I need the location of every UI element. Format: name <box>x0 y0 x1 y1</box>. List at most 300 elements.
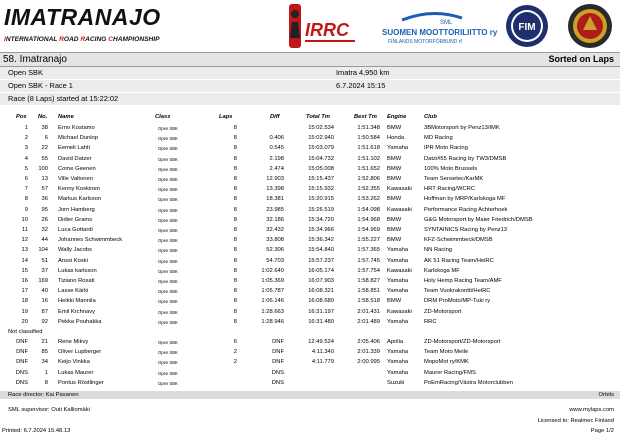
cell-engine: Suzuki <box>387 379 405 386</box>
logo-strip <box>0 0 620 52</box>
cell-pos: 17 <box>21 288 28 295</box>
cell-engine: BMW <box>387 237 402 244</box>
class-name: Open SBK <box>8 68 43 77</box>
cell-engine: Yamaha <box>387 278 409 284</box>
table-row <box>0 246 620 255</box>
cell-best: 1:57.745 <box>357 257 380 264</box>
cell-club: Team Moto Meile <box>424 349 469 356</box>
cell-laps: 8 <box>233 186 237 193</box>
cell-engine: Kawasaki <box>387 206 412 213</box>
cell-cls: Open SBK <box>158 268 178 274</box>
cell-no: 104 <box>38 247 48 254</box>
cell-engine: BMW <box>387 125 402 131</box>
page-number: Page 1/2 <box>590 428 614 434</box>
cell-diff: 0.406 <box>269 135 284 142</box>
table-row <box>0 236 620 245</box>
cell-diff: 2.198 <box>269 155 284 162</box>
cell-pos: 7 <box>24 186 28 193</box>
table-row <box>0 195 620 204</box>
cell-total: 15:04.732 <box>308 155 334 162</box>
cell-name: Rene Mikvy <box>58 339 89 345</box>
table-row <box>0 369 620 378</box>
table-row <box>0 287 620 296</box>
cell-name: Luca Gottardi <box>58 227 93 233</box>
cell-pos: 2 <box>24 135 28 142</box>
cell-engine: BMW <box>387 227 402 233</box>
cell-cls: Open SBK <box>158 319 178 325</box>
cell-engine: Yamaha <box>387 145 409 152</box>
cell-diff: DNS <box>271 379 284 386</box>
cell-total: 15:05.008 <box>308 165 334 172</box>
cell-best: 2:01.431 <box>357 308 380 315</box>
cell-club: AK 51 Racing Team/HeiRC <box>424 257 494 264</box>
col-class: Class <box>155 114 171 120</box>
cell-total: 16:31.480 <box>308 318 334 325</box>
cell-name: Come Geenen <box>58 165 96 172</box>
table-row <box>0 267 620 276</box>
event-bar <box>0 52 620 67</box>
cell-club: MopoMot ry/KMK <box>424 359 469 366</box>
cell-club: MD Racing <box>424 135 453 142</box>
imatranajo-subtitle: INTERNATIONAL ROAD RACING CHAMPIONSHIP <box>4 36 160 43</box>
cell-diff: DNF <box>272 349 284 356</box>
cell-name: Markus Karlsson <box>58 196 102 203</box>
cell-engine: BMW <box>387 196 402 203</box>
cell-total: 15:57.237 <box>308 257 334 264</box>
cell-cls: Open SBK <box>158 299 178 305</box>
cell-diff: 2.474 <box>269 165 284 172</box>
cell-club: Holy Hemp Racing Team/AMF <box>424 278 502 284</box>
cell-cls: Open SBK <box>158 350 178 356</box>
cell-pos: 1 <box>24 125 28 131</box>
cell-pos: 3 <box>24 145 28 152</box>
cell-diff: 1:28.663 <box>261 308 284 315</box>
cell-best: 1:54.969 <box>357 227 380 233</box>
cell-best: 1:51.348 <box>357 125 380 131</box>
cell-total: 15:34.966 <box>308 227 334 233</box>
cell-name: Lasse Kärki <box>58 288 89 295</box>
cell-diff: 1:28.946 <box>261 318 284 325</box>
cell-engine: Yamaha <box>387 257 409 264</box>
cell-cls: Open SBK <box>158 258 178 264</box>
sort-label: Sorted on Laps <box>548 54 614 64</box>
cell-name: Johannes Schwimmbeck <box>58 237 123 244</box>
orbits-label: Orbits <box>598 392 614 398</box>
race-name: Open SBK - Race 1 <box>8 81 73 90</box>
cell-diff: 23.985 <box>266 206 284 213</box>
cell-diff: 18.381 <box>266 196 284 203</box>
cell-name: David Datzer <box>58 155 92 162</box>
cell-no: 85 <box>41 349 48 356</box>
info-row-start <box>0 93 620 105</box>
col-total: Total Tm <box>306 114 330 120</box>
sml-text: SML <box>440 20 453 26</box>
cell-no: 26 <box>41 216 48 223</box>
track-length: Imatra 4,950 km <box>336 68 390 77</box>
cell-club: RRC <box>424 318 437 325</box>
cell-name: Lukas karlsson <box>58 267 97 274</box>
cell-diff: 32.186 <box>266 216 284 223</box>
cell-diff: 52.306 <box>266 247 284 254</box>
table-row <box>0 155 620 164</box>
cell-engine: BMW <box>387 165 402 172</box>
cell-no: 92 <box>41 318 48 325</box>
cell-laps: 8 <box>233 278 237 284</box>
cell-pos: DNS <box>15 369 28 376</box>
cell-no: 6 <box>44 135 48 142</box>
sml-sub: FINLANDS MOTORFÖRBUND rf <box>388 39 462 45</box>
cell-engine: Kawasaki <box>387 267 412 274</box>
cell-club: Hoffman by MRP/Karlskoga MF <box>424 196 506 203</box>
cell-engine: Yamaha <box>387 369 409 376</box>
results-header <box>0 114 620 123</box>
cell-pos: 15 <box>21 267 28 274</box>
cell-diff: 1:05.787 <box>261 288 284 295</box>
cell-club: PoEmRacing/Västra Motorclubben <box>424 379 513 386</box>
cell-total: 15:54.840 <box>308 247 334 254</box>
cell-diff: 12.903 <box>266 176 284 182</box>
cell-engine: BMW <box>387 298 402 305</box>
col-no: No. <box>38 114 48 120</box>
cell-best: 1:51.102 <box>357 155 380 162</box>
cell-total: 16:05.174 <box>308 267 334 274</box>
club-seal-logo <box>567 2 613 50</box>
cell-club: ZD-Motorsport/ZD-Motorsport <box>424 339 501 345</box>
cell-cls: Open SBK <box>158 360 178 366</box>
cell-club: Team Vuokrakontti/HeiRC <box>424 288 491 295</box>
cell-total: 15:15.437 <box>308 176 334 182</box>
cell-best: 1:51.618 <box>357 145 380 152</box>
cell-name: Tiziano Rosati <box>58 278 95 284</box>
cell-pos: 19 <box>21 308 28 315</box>
cell-club: 3BMotorsport by Penz13/IMK <box>424 125 500 131</box>
cell-no: 100 <box>38 165 48 172</box>
cell-pos: DNF <box>16 349 28 356</box>
cell-name: Keijo Vinkka <box>58 359 90 366</box>
cell-name: Jorn Hamberg <box>58 206 95 213</box>
cell-best: 1:58.827 <box>357 278 380 284</box>
cell-laps: 2 <box>233 359 237 366</box>
cell-laps: 8 <box>233 288 237 295</box>
cell-laps: 8 <box>233 227 237 233</box>
cell-cls: Open SBK <box>158 370 178 376</box>
cell-no: 34 <box>41 359 48 366</box>
cell-pos: 5 <box>24 165 28 172</box>
cell-best: 1:54.098 <box>357 206 380 213</box>
cell-engine: Yamaha <box>387 349 409 356</box>
imatranajo-wordmark: IMATRANAJO <box>4 4 161 30</box>
table-row <box>0 379 620 388</box>
irrc-logo <box>289 4 359 48</box>
cell-no: 22 <box>41 145 48 152</box>
cell-no: 1 <box>44 369 48 376</box>
cell-cls: Open SBK <box>158 238 178 244</box>
race-director: Race director: Kai Pasanen <box>8 392 79 398</box>
cell-engine: Yamaha <box>387 359 409 366</box>
cell-engine: Aprilia <box>387 339 404 345</box>
cell-name: Wally Jacobs <box>58 247 92 254</box>
col-diff: Diff <box>270 114 280 120</box>
cell-name: Emil Krchnavy <box>58 308 96 315</box>
info-row-race <box>0 80 620 92</box>
cell-total: 16:07.903 <box>308 278 334 284</box>
table-row <box>0 124 620 133</box>
cell-cls: Open SBK <box>158 279 178 284</box>
cell-cls: Open SBK <box>158 217 178 223</box>
cell-total: 15:34.720 <box>308 216 334 223</box>
cell-cls: Open SBK <box>158 146 178 152</box>
cell-no: 8 <box>44 379 48 386</box>
cell-laps: 8 <box>233 196 237 203</box>
cell-pos: 16 <box>21 278 28 284</box>
cell-club: Team Sensetec/KarMK <box>424 176 484 182</box>
cell-engine: Kawasaki <box>387 186 412 193</box>
cell-club: G&G Motorsport by Maier Friedrich/DMSB <box>424 216 533 223</box>
cell-name: Pekka Pouhakka <box>58 318 102 325</box>
cell-diff: 1:06.146 <box>261 298 284 305</box>
cell-pos: DNS <box>15 379 28 386</box>
cell-name: Michael Dunlop <box>58 135 98 142</box>
cell-pos: 9 <box>24 206 28 213</box>
table-row <box>0 216 620 225</box>
cell-total: 4:11.340 <box>311 349 334 356</box>
cell-total: 15:03.079 <box>308 145 334 152</box>
cell-laps: 8 <box>233 155 237 162</box>
cell-no: 38 <box>41 125 48 131</box>
cell-cls: Open SBK <box>158 197 178 203</box>
table-row <box>0 185 620 194</box>
cell-engine: BMW <box>387 216 402 223</box>
cell-no: 40 <box>41 288 48 295</box>
cell-pos: 13 <box>21 247 28 254</box>
cell-club: HRT Racing/WCRC <box>424 186 476 193</box>
cell-laps: 8 <box>233 135 237 142</box>
cell-name: Eemeli Lahti <box>58 145 90 152</box>
table-row <box>0 338 620 347</box>
cell-engine: Yamaha <box>387 318 409 325</box>
cell-pos: 18 <box>21 298 28 305</box>
cell-cls: Open SBK <box>158 177 178 182</box>
cell-no: 44 <box>41 237 48 244</box>
table-row <box>0 297 620 306</box>
cell-pos: 4 <box>24 155 28 162</box>
table-row <box>0 165 620 174</box>
col-pos: Pos <box>16 114 27 120</box>
cell-laps: 8 <box>233 206 237 213</box>
cell-no: 169 <box>38 278 48 284</box>
cell-best: 1:55.227 <box>357 237 380 244</box>
table-row <box>0 175 620 184</box>
col-club: Club <box>424 114 437 120</box>
cell-diff: 54.703 <box>266 257 284 264</box>
cell-diff: 1:02.640 <box>261 267 284 274</box>
cell-no: 13 <box>41 176 48 182</box>
cell-best: 1:51.652 <box>357 165 380 172</box>
sml-logo <box>382 10 498 46</box>
cell-best: 1:52.806 <box>357 176 380 182</box>
cell-cls: Open SBK <box>158 340 178 345</box>
table-row <box>0 257 620 266</box>
cell-diff: 33.808 <box>266 237 284 244</box>
cell-no: 36 <box>41 196 48 203</box>
cell-best: 2:00.995 <box>357 359 380 366</box>
cell-best: 1:58.518 <box>357 298 380 305</box>
cell-best: 1:57.365 <box>357 247 380 254</box>
cell-club: KFZ-Schwimmbeck/DMSB <box>424 237 493 244</box>
cell-name: Oliver Lupberger <box>58 349 102 356</box>
cell-laps: 2 <box>233 349 237 356</box>
cell-cls: Open SBK <box>158 207 178 213</box>
cell-best: 2:01.339 <box>357 349 380 356</box>
cell-laps: 8 <box>233 267 237 274</box>
cell-pos: DNF <box>16 359 28 366</box>
cell-club: Datzi#55 Racing by TW3/DMSB <box>424 155 507 162</box>
cell-engine: Yamaha <box>387 288 409 295</box>
col-name: Name <box>58 114 74 120</box>
cell-laps: 8 <box>233 216 237 223</box>
cell-total: 16:08.680 <box>308 298 334 305</box>
cell-laps: 8 <box>233 318 237 325</box>
licensed-to: Licensed to: Realmec Finland <box>537 418 614 424</box>
cell-name: Pontus Röstlinger <box>58 379 104 386</box>
table-row <box>0 134 620 143</box>
cell-total: 15:26.519 <box>308 206 334 213</box>
cell-pos: DNF <box>16 339 28 345</box>
cell-engine: Yamaha <box>387 247 409 254</box>
cell-club: Karlskoga MF <box>424 267 460 274</box>
race-datetime: 6.7.2024 15:15 <box>336 81 386 90</box>
cell-best: 1:52.355 <box>357 186 380 193</box>
cell-diff: DNS <box>271 369 284 376</box>
cell-total: 12:49.524 <box>308 339 334 345</box>
cell-name: Lukas Maurer <box>58 369 94 376</box>
cell-diff: DNF <box>272 359 284 366</box>
cell-no: 87 <box>41 308 48 315</box>
cell-total: 15:15.932 <box>308 186 334 193</box>
sml-supervisor: SML supervisor: Outi Kalliomäki <box>8 407 90 413</box>
cell-laps: 8 <box>233 308 237 315</box>
cell-total: 15:20.915 <box>308 196 334 203</box>
cell-pos: 20 <box>21 318 28 325</box>
cell-best: 1:53.262 <box>357 196 380 203</box>
printed-at: Printed: 6.7.2024 15.48.13 <box>2 428 71 434</box>
cell-diff: 13.398 <box>266 186 284 193</box>
cell-diff: 1:05.369 <box>261 278 284 284</box>
footer-bar <box>0 391 620 399</box>
info-row-class <box>0 67 620 79</box>
table-row <box>0 308 620 317</box>
cell-pos: 10 <box>21 216 28 223</box>
cell-total: 15:02.534 <box>308 125 334 131</box>
table-row <box>0 277 620 286</box>
race-start: Race (8 Laps) started at 15:22:02 <box>8 94 119 103</box>
cell-cls: Open SBK <box>158 187 178 193</box>
cell-name: Erno Kostamo <box>58 125 95 131</box>
cell-club: Performance Racing Achterhoek <box>424 206 508 213</box>
website: www.mylaps.com <box>569 407 614 413</box>
cell-no: 21 <box>41 339 48 345</box>
cell-laps: 8 <box>233 237 237 244</box>
cell-laps: 8 <box>233 257 237 264</box>
imatranajo-logo <box>4 4 164 48</box>
cell-laps: 8 <box>233 176 237 182</box>
cell-best: 2:01.489 <box>357 318 380 325</box>
cell-pos: 6 <box>24 176 28 182</box>
col-laps: Laps <box>219 114 233 120</box>
table-row <box>0 318 620 327</box>
cell-cls: Open SBK <box>158 309 178 315</box>
cell-club: Maurer Racing/FMS <box>424 369 476 376</box>
cell-total: 15:02.940 <box>308 135 334 142</box>
cell-no: 32 <box>41 227 48 233</box>
cell-cls: Open SBK <box>158 248 178 254</box>
cell-club: IPR Moto Racing <box>424 145 468 152</box>
cell-pos: 11 <box>21 227 28 233</box>
cell-no: 51 <box>41 257 48 264</box>
col-best: Best Tm <box>354 114 377 120</box>
fim-logo <box>505 4 549 48</box>
cell-engine: BMW <box>387 155 402 162</box>
cell-cls: Open SBK <box>158 126 178 131</box>
cell-laps: 8 <box>233 165 237 172</box>
cell-best: 1:54.968 <box>357 216 380 223</box>
cell-cls: Open SBK <box>158 380 178 386</box>
fim-text: FIM <box>518 22 536 33</box>
cell-name: Heikki Mannila <box>58 298 96 305</box>
cell-club: NN Racing <box>424 247 453 254</box>
cell-cls: Open SBK <box>158 166 178 172</box>
cell-laps: 8 <box>233 247 237 254</box>
cell-no: 55 <box>41 155 48 162</box>
cell-club: ZD-Motorsport <box>424 308 462 315</box>
cell-club: 100% Moto Brussels <box>424 165 478 172</box>
table-row <box>0 144 620 153</box>
cell-pos: 8 <box>24 196 28 203</box>
cell-name: Ville Valtonen <box>58 176 93 182</box>
cell-cls: Open SBK <box>158 156 178 162</box>
cell-cls: Open SBK <box>158 228 178 233</box>
cell-engine: Kawasaki <box>387 308 412 315</box>
col-engine: Engine <box>387 114 407 120</box>
cell-total: 4:11.779 <box>311 359 334 366</box>
cell-cls: Open SBK <box>158 289 178 295</box>
cell-club: DRM ProMoto/MP-Tuki ry <box>424 298 491 305</box>
cell-diff: 32.432 <box>266 227 284 233</box>
cell-no: 37 <box>41 267 48 274</box>
cell-total: 15:36.342 <box>308 237 334 244</box>
cell-best: 1:58.851 <box>357 288 380 295</box>
table-row <box>0 206 620 215</box>
table-row <box>0 348 620 357</box>
cell-total: 16:08.321 <box>308 288 334 295</box>
table-row <box>0 358 620 367</box>
cell-laps: 6 <box>233 339 237 345</box>
cell-best: 1:57.754 <box>357 267 380 274</box>
cell-laps: 8 <box>233 145 237 152</box>
cell-best: 2:05.406 <box>357 339 380 345</box>
cell-cls: Open SBK <box>158 136 178 142</box>
cell-club: SYNTAINICS Racing by Penz13 <box>424 227 508 233</box>
cell-engine: Honda <box>387 135 405 142</box>
cell-no: 57 <box>41 186 48 193</box>
cell-name: Kenny Koskinen <box>58 186 100 193</box>
cell-no: 16 <box>41 298 48 305</box>
cell-best: 1:50.584 <box>357 135 380 142</box>
sml-name: SUOMEN MOOTTORILIITTO ry <box>382 28 498 37</box>
event-title: 58. Imatranajo <box>3 54 67 65</box>
cell-diff: 0.545 <box>269 145 284 152</box>
irrc-text: IRRC <box>305 20 349 40</box>
